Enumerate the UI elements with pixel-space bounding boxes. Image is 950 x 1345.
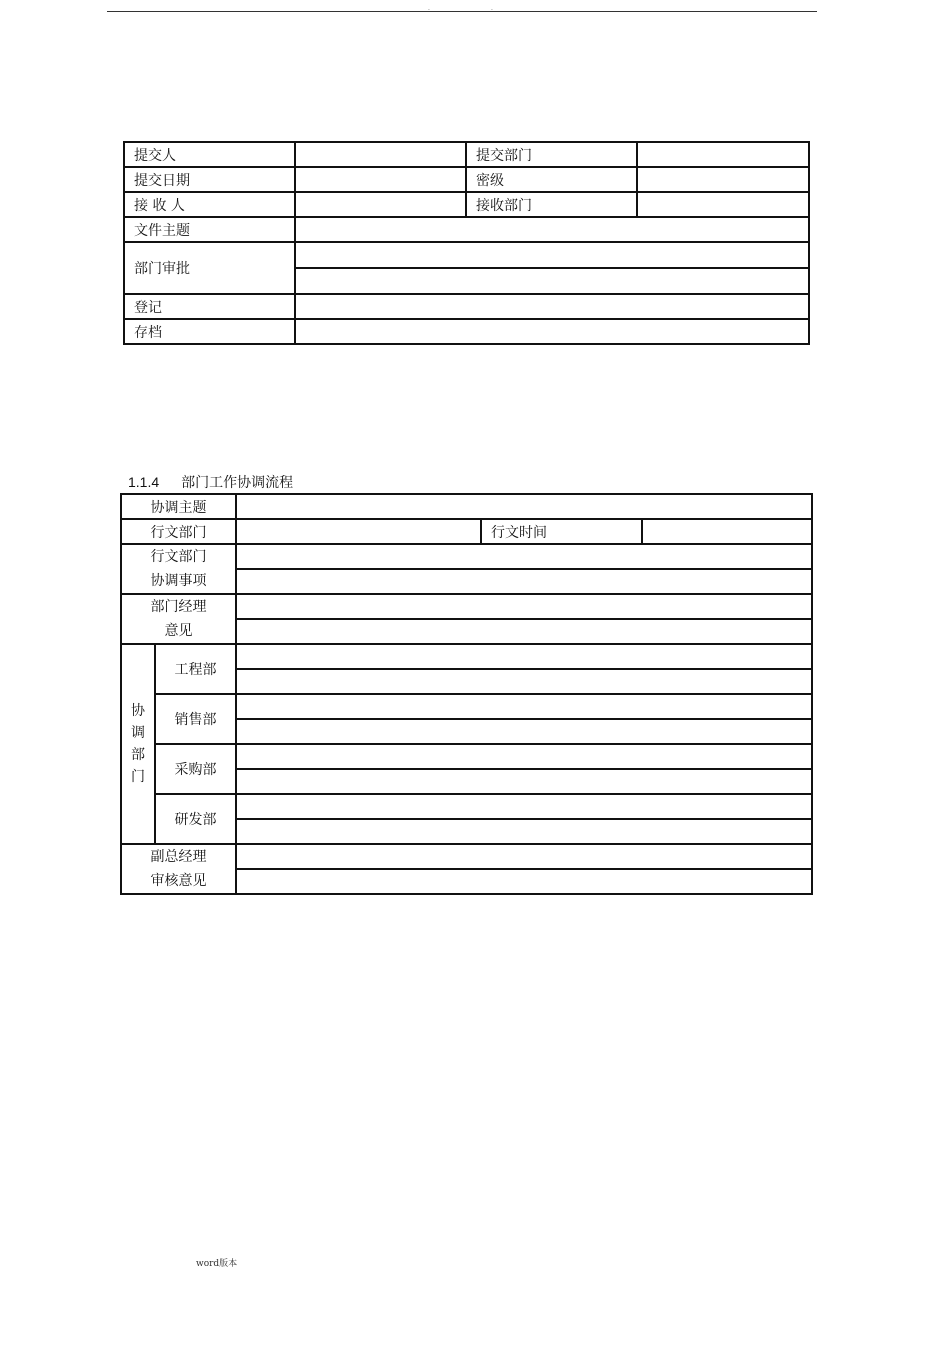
field-register[interactable] bbox=[295, 294, 809, 319]
label-submit-dept: 提交部门 bbox=[466, 142, 637, 167]
label-dept-engineering: 工程部 bbox=[155, 644, 236, 694]
label-manager-opinion-line2: 意见 bbox=[164, 623, 193, 639]
label-dept-matters-line1: 行文部门 bbox=[150, 549, 207, 565]
field-sales-1[interactable] bbox=[236, 694, 812, 719]
label-coord-depts-text: 协 调 部 门 bbox=[131, 703, 145, 785]
field-secret-level[interactable] bbox=[637, 167, 809, 192]
label-manager-opinion bbox=[121, 594, 236, 644]
label-register: 登记 bbox=[124, 294, 295, 319]
label-dept-sales: 销售部 bbox=[155, 694, 236, 744]
label-dept-purchasing: 采购部 bbox=[155, 744, 236, 794]
field-purchasing-2[interactable] bbox=[236, 769, 812, 794]
label-secret-level: 密级 bbox=[466, 167, 637, 192]
field-vp-review-1[interactable] bbox=[236, 844, 812, 869]
footer-text: word版本 bbox=[196, 1259, 238, 1269]
section-heading bbox=[128, 472, 293, 492]
field-submit-dept[interactable] bbox=[637, 142, 809, 167]
field-purchasing-1[interactable] bbox=[236, 744, 812, 769]
field-coord-subject[interactable] bbox=[236, 494, 812, 519]
label-dept-matters-line2: 协调事项 bbox=[150, 573, 207, 589]
label-issuing-time: 行文时间 bbox=[481, 519, 642, 544]
field-dept-approval-2[interactable] bbox=[295, 268, 809, 294]
label-dept-rnd: 研发部 bbox=[155, 794, 236, 844]
field-submitter[interactable] bbox=[295, 142, 466, 167]
section-title: 部门工作协调流程 bbox=[181, 475, 294, 491]
field-manager-opinion-1[interactable] bbox=[236, 594, 812, 619]
label-receiver: 接 收 人 bbox=[124, 192, 295, 217]
label-submitter: 提交人 bbox=[124, 142, 295, 167]
coordination-form-table bbox=[120, 493, 813, 895]
header-dot: . bbox=[491, 5, 493, 12]
field-receiver[interactable] bbox=[295, 192, 466, 217]
header-rule bbox=[107, 11, 817, 12]
label-receive-dept: 接收部门 bbox=[466, 192, 637, 217]
field-dept-matters-2[interactable] bbox=[236, 569, 812, 594]
field-submit-date[interactable] bbox=[295, 167, 466, 192]
field-sales-2[interactable] bbox=[236, 719, 812, 744]
field-manager-opinion-2[interactable] bbox=[236, 619, 812, 644]
label-vp-review bbox=[121, 844, 236, 894]
field-vp-review-2[interactable] bbox=[236, 869, 812, 894]
field-issuing-dept[interactable] bbox=[236, 519, 481, 544]
field-archive[interactable] bbox=[295, 319, 809, 344]
field-dept-matters-1[interactable] bbox=[236, 544, 812, 569]
section-number: 1.1.4 bbox=[128, 474, 160, 490]
label-vp-review-line2: 审核意见 bbox=[150, 873, 207, 889]
label-manager-opinion-line1: 部门经理 bbox=[150, 599, 207, 615]
field-rnd-2[interactable] bbox=[236, 819, 812, 844]
field-engineering-2[interactable] bbox=[236, 669, 812, 694]
label-submit-date: 提交日期 bbox=[124, 167, 295, 192]
field-engineering-1[interactable] bbox=[236, 644, 812, 669]
label-dept-approval: 部门审批 bbox=[124, 242, 295, 294]
field-issuing-time[interactable] bbox=[642, 519, 812, 544]
label-vp-review-line1: 副总经理 bbox=[150, 849, 207, 865]
label-file-subject: 文件主题 bbox=[124, 217, 295, 242]
field-rnd-1[interactable] bbox=[236, 794, 812, 819]
label-dept-matters bbox=[121, 544, 236, 594]
field-dept-approval-1[interactable] bbox=[295, 242, 809, 268]
field-file-subject[interactable] bbox=[295, 217, 809, 242]
label-coord-depts bbox=[121, 644, 155, 844]
submission-form-table bbox=[123, 141, 810, 345]
label-archive: 存档 bbox=[124, 319, 295, 344]
field-receive-dept[interactable] bbox=[637, 192, 809, 217]
header-dot: . bbox=[428, 5, 430, 12]
label-issuing-dept: 行文部门 bbox=[121, 519, 236, 544]
label-coord-subject: 协调主题 bbox=[121, 494, 236, 519]
